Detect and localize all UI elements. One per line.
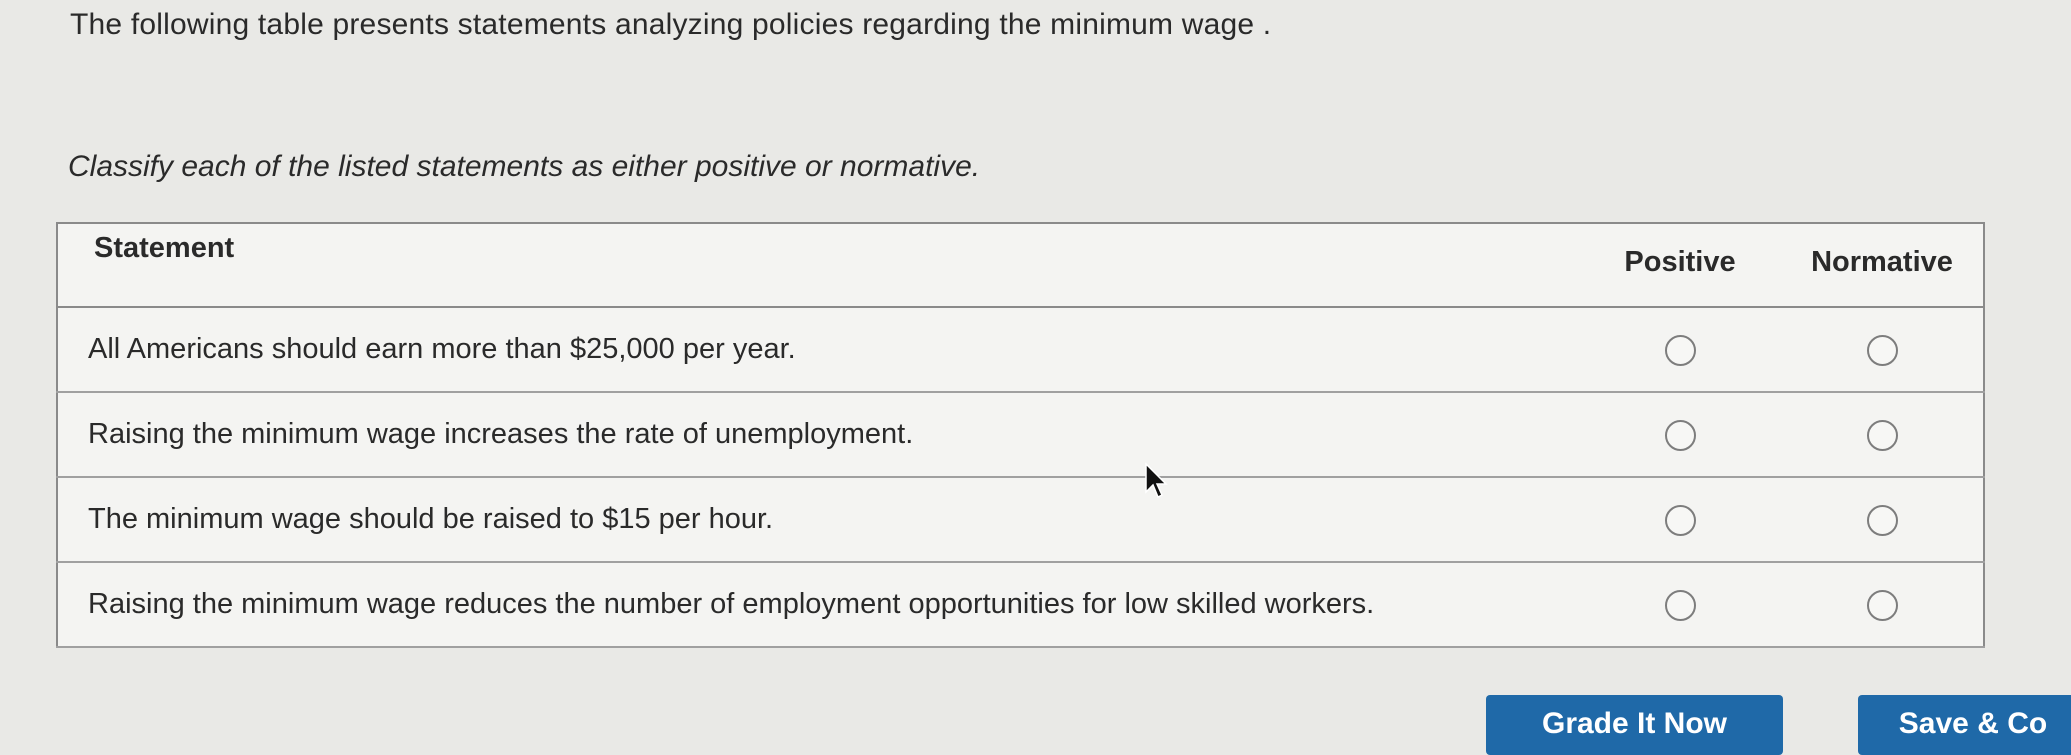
table-header-row (57, 223, 1984, 307)
intro-text: The following table presents statements analyzing policies regarding the minimum wage . (70, 8, 1272, 41)
statement-text: Raising the minimum wage increases the rate of unemployment. (57, 392, 1579, 477)
positive-radio-row-3[interactable] (1665, 505, 1696, 536)
table-row (57, 562, 1984, 647)
normative-radio-row-1[interactable] (1867, 335, 1898, 366)
header-positive: Positive (1579, 223, 1781, 307)
table-row (57, 477, 1984, 562)
table-row (57, 307, 1984, 392)
save-button[interactable]: Save & Co (1858, 695, 2071, 755)
positive-radio-row-1[interactable] (1665, 335, 1696, 366)
grade-it-now-button[interactable]: Grade It Now (1486, 695, 1783, 755)
header-normative: Normative (1781, 223, 1984, 307)
positive-radio-row-2[interactable] (1665, 420, 1696, 451)
table-row (57, 392, 1984, 477)
instruction-text: Classify each of the listed statements as either positive or normative. (68, 150, 981, 183)
statement-text: All Americans should earn more than $25,000 per year. (57, 307, 1579, 392)
classification-table (56, 222, 1985, 648)
statement-text: Raising the minimum wage reduces the number of employment opportunities for low skilled workers. (57, 562, 1579, 647)
header-statement: Statement (57, 223, 1579, 307)
normative-radio-row-2[interactable] (1867, 420, 1898, 451)
positive-radio-row-4[interactable] (1665, 590, 1696, 621)
normative-radio-row-3[interactable] (1867, 505, 1898, 536)
statement-text: The minimum wage should be raised to $15 per hour. (57, 477, 1579, 562)
normative-radio-row-4[interactable] (1867, 590, 1898, 621)
mouse-cursor-icon (1144, 462, 1170, 502)
